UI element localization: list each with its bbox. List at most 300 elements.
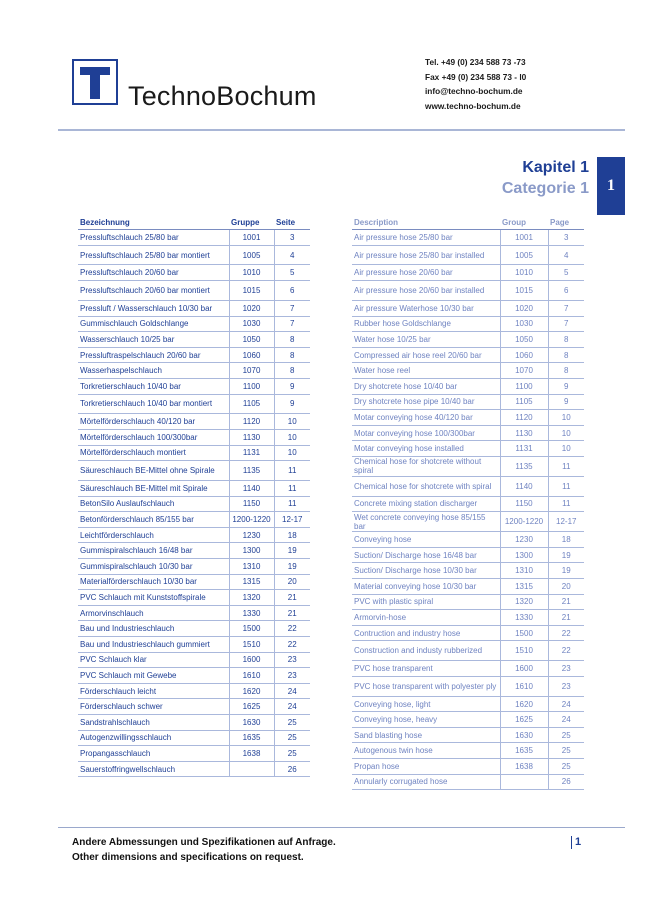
table-row (352, 496, 584, 512)
cell-name: Materialförderschlauch 10/30 bar (78, 574, 229, 590)
cell-group: 1630 (229, 715, 274, 731)
logo-t-bar (80, 67, 110, 75)
cell-page: 8 (548, 363, 584, 379)
table-row (352, 425, 584, 441)
table-german (78, 216, 310, 777)
cell-page: 8 (548, 347, 584, 363)
table-row (78, 481, 310, 497)
table-row (352, 625, 584, 641)
logo-mark (72, 59, 118, 105)
cell-name: Wasserhaspelschlauch (78, 363, 229, 379)
cell-page: 7 (548, 300, 584, 316)
cell-name: Annularly corrugated hose (352, 774, 500, 790)
cell-name: Gummispiralschlauch 10/30 bar (78, 559, 229, 575)
table-row (352, 456, 584, 476)
cell-name: Säureschlauch BE-Mittel ohne Spirale (78, 461, 229, 481)
table-row (78, 652, 310, 668)
cell-group: 1500 (500, 625, 548, 641)
table-row (352, 696, 584, 712)
cell-page: 11 (548, 496, 584, 512)
cell-name: Air pressure hose 20/60 bar installed (352, 281, 500, 301)
header-group: Group (500, 216, 548, 230)
cell-name: Compressed air hose reel 20/60 bar (352, 347, 500, 363)
cell-name: PVC hose transparent with polyester ply (352, 676, 500, 696)
table-row (78, 430, 310, 446)
cell-page: 5 (274, 265, 310, 281)
cell-group: 1131 (500, 441, 548, 457)
chapter-tab: 1 (597, 157, 625, 215)
cell-group: 1315 (500, 578, 548, 594)
cell-page: 12-17 (548, 512, 584, 532)
cell-page: 26 (274, 761, 310, 777)
table-row (78, 347, 310, 363)
cell-name: Sand blasting hose (352, 727, 500, 743)
table-row (78, 461, 310, 481)
cell-name: PVC with plastic spiral (352, 594, 500, 610)
cell-name: Contruction and industry hose (352, 625, 500, 641)
cell-name: BetonSilo Auslaufschlauch (78, 496, 229, 512)
header-description: Description (352, 216, 500, 230)
table-row (352, 476, 584, 496)
table-row (78, 363, 310, 379)
cell-name: Conveying hose, light (352, 696, 500, 712)
cell-group: 1635 (500, 743, 548, 759)
cell-name: Autogenous twin hose (352, 743, 500, 759)
table-row (352, 743, 584, 759)
cell-group: 1230 (500, 532, 548, 548)
table-row (78, 414, 310, 430)
header-page: Page (548, 216, 584, 230)
cell-page: 6 (548, 281, 584, 301)
table-row (78, 730, 310, 746)
cell-group: 1510 (229, 637, 274, 653)
cell-group: 1620 (500, 696, 548, 712)
table-row (78, 527, 310, 543)
table-row (78, 230, 310, 246)
cell-group: 1020 (229, 300, 274, 316)
cell-group: 1030 (500, 316, 548, 332)
cell-name: Gummispiralschlauch 16/48 bar (78, 543, 229, 559)
cell-group: 1638 (229, 746, 274, 762)
cell-group: 1070 (229, 363, 274, 379)
cell-page: 10 (548, 425, 584, 441)
cell-page: 23 (548, 661, 584, 677)
cell-page: 11 (548, 476, 584, 496)
cell-name: Suction/ Discharge hose 16/48 bar (352, 547, 500, 563)
table-row (352, 578, 584, 594)
table-row (78, 621, 310, 637)
cell-page: 19 (548, 563, 584, 579)
cell-page: 24 (274, 699, 310, 715)
cell-page: 10 (274, 445, 310, 461)
cell-name: Chemical hose for shotcrete with spiral (352, 476, 500, 496)
cell-name: PVC Schlauch mit Gewebe (78, 668, 229, 684)
cell-name: Wasserschlauch 10/25 bar (78, 332, 229, 348)
cell-page: 23 (548, 676, 584, 696)
cell-group: 1131 (229, 445, 274, 461)
cell-name: PVC Schlauch mit Kunststoffspirale (78, 590, 229, 606)
cell-page: 7 (274, 300, 310, 316)
cell-group: 1625 (229, 699, 274, 715)
cell-group: 1105 (500, 394, 548, 410)
table-row (78, 332, 310, 348)
cell-page: 21 (274, 590, 310, 606)
cell-group: 1005 (500, 245, 548, 265)
table-row (78, 590, 310, 606)
table-row (352, 594, 584, 610)
cell-page: 19 (274, 543, 310, 559)
table-row (352, 712, 584, 728)
cell-page: 9 (274, 394, 310, 414)
table-row (352, 759, 584, 775)
cell-name: Sauerstoffringwellschlauch (78, 761, 229, 777)
cell-name: Säureschlauch BE-Mittel mit Spirale (78, 481, 229, 497)
table-row (352, 281, 584, 301)
cell-page: 3 (274, 230, 310, 246)
table-row (352, 265, 584, 281)
table-row (352, 230, 584, 246)
cell-name: Mörtelförderschlauch 100/300bar (78, 430, 229, 446)
cell-page: 18 (548, 532, 584, 548)
company-name: TechnoBochum (128, 81, 317, 111)
cell-page: 18 (274, 527, 310, 543)
cell-page: 10 (548, 441, 584, 457)
cell-page: 8 (274, 332, 310, 348)
cell-group: 1300 (229, 543, 274, 559)
cell-name: Water hose 10/25 bar (352, 332, 500, 348)
cell-page: 20 (274, 574, 310, 590)
cell-group: 1625 (500, 712, 548, 728)
cell-page: 3 (548, 230, 584, 246)
table-row (352, 563, 584, 579)
cell-name: Mörtelförderschlauch 40/120 bar (78, 414, 229, 430)
cell-page: 24 (548, 712, 584, 728)
table-row (78, 265, 310, 281)
cell-name: Air pressure hose 25/80 bar (352, 230, 500, 246)
cell-page: 20 (548, 578, 584, 594)
cell-page: 4 (548, 245, 584, 265)
table-header-row (352, 216, 584, 230)
table-row (352, 378, 584, 394)
cell-name: Material conveying hose 10/30 bar (352, 578, 500, 594)
footer-line-english: Other dimensions and specifications on request. (72, 851, 304, 863)
cell-page: 22 (274, 621, 310, 637)
cell-page: 23 (274, 652, 310, 668)
cell-page: 26 (548, 774, 584, 790)
cell-page: 25 (274, 730, 310, 746)
cell-group: 1010 (229, 265, 274, 281)
cell-name: PVC hose transparent (352, 661, 500, 677)
cell-group: 1130 (229, 430, 274, 446)
table-row (352, 727, 584, 743)
cell-name: Dry shotcrete hose 10/40 bar (352, 378, 500, 394)
cell-page: 25 (548, 759, 584, 775)
cell-name: Armorvin-hose (352, 610, 500, 626)
header-gruppe: Gruppe (229, 216, 274, 230)
footer-divider (58, 827, 625, 828)
table-row (78, 637, 310, 653)
cell-page: 21 (274, 605, 310, 621)
cell-page: 5 (548, 265, 584, 281)
cell-group: 1620 (229, 683, 274, 699)
cell-page: 23 (274, 668, 310, 684)
table-row (78, 496, 310, 512)
cell-group: 1001 (229, 230, 274, 246)
logo-t-stem (90, 75, 100, 99)
table-row (352, 316, 584, 332)
table-row (78, 605, 310, 621)
cell-page: 25 (548, 727, 584, 743)
cell-group: 1320 (500, 594, 548, 610)
cell-page: 9 (548, 394, 584, 410)
cell-name: Pressluftschlauch 20/60 bar (78, 265, 229, 281)
contact-fax: Fax +49 (0) 234 588 73 - l0 (425, 71, 527, 82)
cell-name: Armorvinschlauch (78, 605, 229, 621)
cell-group: 1315 (229, 574, 274, 590)
cell-group: 1070 (500, 363, 548, 379)
cell-page: 11 (274, 496, 310, 512)
cell-group: 1500 (229, 621, 274, 637)
table-row (352, 347, 584, 363)
cell-name: Bau und Industrieschlauch gummiert (78, 637, 229, 653)
cell-name: Air pressure Waterhose 10/30 bar (352, 300, 500, 316)
cell-group: 1015 (229, 281, 274, 301)
cell-group: 1610 (500, 676, 548, 696)
cell-name: Concrete mixing station discharger (352, 496, 500, 512)
cell-group (229, 761, 274, 777)
cell-name: Mörtelförderschlauch montiert (78, 445, 229, 461)
cell-page: 22 (548, 625, 584, 641)
table-row (78, 559, 310, 575)
cell-group: 1150 (500, 496, 548, 512)
cell-group: 1120 (229, 414, 274, 430)
cell-group: 1105 (229, 394, 274, 414)
cell-name: Propangasschlauch (78, 746, 229, 762)
cell-name: Conveying hose, heavy (352, 712, 500, 728)
table-row (78, 512, 310, 528)
cell-group: 1300 (500, 547, 548, 563)
table-row (78, 378, 310, 394)
cell-name: Pressluftschlauch 25/80 bar (78, 230, 229, 246)
contact-email[interactable]: info@techno-bochum.de (425, 86, 523, 97)
table-row (78, 746, 310, 762)
cell-page: 10 (548, 410, 584, 426)
table-row (352, 363, 584, 379)
cell-name: Chemical hose for shotcrete without spiral (352, 456, 500, 476)
table-row (352, 410, 584, 426)
cell-group (500, 774, 548, 790)
cell-group: 1140 (500, 476, 548, 496)
table-row (352, 641, 584, 661)
cell-page: 25 (548, 743, 584, 759)
cell-group: 1635 (229, 730, 274, 746)
header-divider (58, 129, 625, 131)
cell-name: Wet concrete conveying hose 85/155 bar (352, 512, 500, 532)
cell-group: 1330 (500, 610, 548, 626)
cell-group: 1060 (500, 347, 548, 363)
cell-page: 22 (274, 637, 310, 653)
cell-page: 9 (548, 378, 584, 394)
cell-page: 7 (274, 316, 310, 332)
cell-group: 1330 (229, 605, 274, 621)
table-row (352, 774, 584, 790)
table-header-row (78, 216, 310, 230)
cell-group: 1100 (229, 378, 274, 394)
table-row (78, 574, 310, 590)
header-seite: Seite (274, 216, 310, 230)
cell-group: 1310 (500, 563, 548, 579)
cell-page: 25 (274, 715, 310, 731)
table-row (78, 316, 310, 332)
cell-name: Suction/ Discharge hose 10/30 bar (352, 563, 500, 579)
cell-group: 1060 (229, 347, 274, 363)
page-number: 1 (571, 836, 581, 849)
footer-note (72, 836, 336, 865)
cell-page: 19 (548, 547, 584, 563)
table-row (78, 300, 310, 316)
cell-group: 1200-1220 (500, 512, 548, 532)
contact-web[interactable]: www.techno-bochum.de (425, 100, 521, 111)
cell-page: 8 (274, 363, 310, 379)
cell-page: 11 (274, 461, 310, 481)
cell-group: 1050 (229, 332, 274, 348)
cell-group: 1630 (500, 727, 548, 743)
table-row (78, 683, 310, 699)
cell-name: Pressluft / Wasserschlauch 10/30 bar (78, 300, 229, 316)
cell-name: Propan hose (352, 759, 500, 775)
cell-group: 1015 (500, 281, 548, 301)
contact-tel: Tel. +49 (0) 234 588 73 -73 (425, 57, 526, 67)
cell-name: Förderschlauch leicht (78, 683, 229, 699)
table-row (352, 441, 584, 457)
cell-name: Pressluftschlauch 25/80 bar montiert (78, 245, 229, 265)
table-english (352, 216, 584, 790)
cell-page: 10 (274, 430, 310, 446)
cell-name: Pressluftschlauch 20/60 bar montiert (78, 281, 229, 301)
contact-block (425, 55, 526, 113)
header-bezeichnung: Bezeichnung (78, 216, 229, 230)
table-row (78, 761, 310, 777)
cell-page: 21 (548, 610, 584, 626)
cell-group: 1230 (229, 527, 274, 543)
cell-page: 8 (548, 332, 584, 348)
cell-page: 19 (274, 559, 310, 575)
cell-page: 11 (274, 481, 310, 497)
cell-group: 1320 (229, 590, 274, 606)
table-row (78, 668, 310, 684)
cell-name: Water hose reel (352, 363, 500, 379)
cell-name: Pressluftraspelschlauch 20/60 bar (78, 347, 229, 363)
table-row (352, 532, 584, 548)
cell-group: 1030 (229, 316, 274, 332)
cell-group: 1638 (500, 759, 548, 775)
cell-group: 1140 (229, 481, 274, 497)
categorie-title: Categorie 1 (501, 180, 589, 197)
footer-line-german: Andere Abmessungen und Spezifikationen auf Anfrage. (72, 837, 336, 848)
cell-name: Dry shotcrete hose pipe 10/40 bar (352, 394, 500, 410)
table-row (352, 300, 584, 316)
cell-name: Construction and industy rubberized (352, 641, 500, 661)
cell-name: Conveying hose (352, 532, 500, 548)
table-row (352, 610, 584, 626)
cell-name: Motar conveying hose 40/120 bar (352, 410, 500, 426)
cell-page: 11 (548, 456, 584, 476)
cell-group: 1510 (500, 641, 548, 661)
cell-group: 1150 (229, 496, 274, 512)
cell-group: 1600 (500, 661, 548, 677)
table-row (78, 543, 310, 559)
cell-page: 24 (548, 696, 584, 712)
cell-name: Betonförderschlauch 85/155 bar (78, 512, 229, 528)
cell-name: Torkretierschlauch 10/40 bar (78, 378, 229, 394)
table-row (352, 394, 584, 410)
cell-name: Bau und Industrieschlauch (78, 621, 229, 637)
table-row (352, 547, 584, 563)
cell-page: 6 (274, 281, 310, 301)
cell-page: 10 (274, 414, 310, 430)
cell-page: 21 (548, 594, 584, 610)
cell-group: 1020 (500, 300, 548, 316)
cell-group: 1200-1220 (229, 512, 274, 528)
table-row (352, 676, 584, 696)
table-row (352, 661, 584, 677)
cell-page: 7 (548, 316, 584, 332)
cell-group: 1120 (500, 410, 548, 426)
table-row (78, 715, 310, 731)
cell-name: Torkretierschlauch 10/40 bar montiert (78, 394, 229, 414)
cell-group: 1600 (229, 652, 274, 668)
cell-name: Sandstrahlschlauch (78, 715, 229, 731)
cell-group: 1010 (500, 265, 548, 281)
table-row (352, 332, 584, 348)
cell-name: PVC Schlauch klar (78, 652, 229, 668)
cell-page: 9 (274, 378, 310, 394)
cell-page: 8 (274, 347, 310, 363)
cell-page: 25 (274, 746, 310, 762)
table-row (352, 512, 584, 532)
table-row (78, 394, 310, 414)
table-row (352, 245, 584, 265)
cell-group: 1135 (500, 456, 548, 476)
cell-page: 4 (274, 245, 310, 265)
cell-group: 1130 (500, 425, 548, 441)
cell-group: 1610 (229, 668, 274, 684)
cell-name: Motar conveying hose installed (352, 441, 500, 457)
cell-group: 1001 (500, 230, 548, 246)
cell-name: Gummischlauch Goldschlange (78, 316, 229, 332)
table-row (78, 445, 310, 461)
cell-name: Motar conveying hose 100/300bar (352, 425, 500, 441)
cell-name: Air pressure hose 25/80 bar installed (352, 245, 500, 265)
cell-page: 12-17 (274, 512, 310, 528)
cell-group: 1050 (500, 332, 548, 348)
cell-group: 1135 (229, 461, 274, 481)
cell-page: 22 (548, 641, 584, 661)
cell-group: 1310 (229, 559, 274, 575)
kapitel-title: Kapitel 1 (522, 159, 589, 176)
table-row (78, 699, 310, 715)
cell-group: 1005 (229, 245, 274, 265)
cell-name: Leichtförderschlauch (78, 527, 229, 543)
cell-name: Air pressure hose 20/60 bar (352, 265, 500, 281)
cell-name: Autogenzwillingsschlauch (78, 730, 229, 746)
table-row (78, 281, 310, 301)
table-row (78, 245, 310, 265)
chapter-heading (502, 157, 589, 199)
cell-name: Rubber hose Goldschlange (352, 316, 500, 332)
cell-group: 1100 (500, 378, 548, 394)
cell-page: 24 (274, 683, 310, 699)
